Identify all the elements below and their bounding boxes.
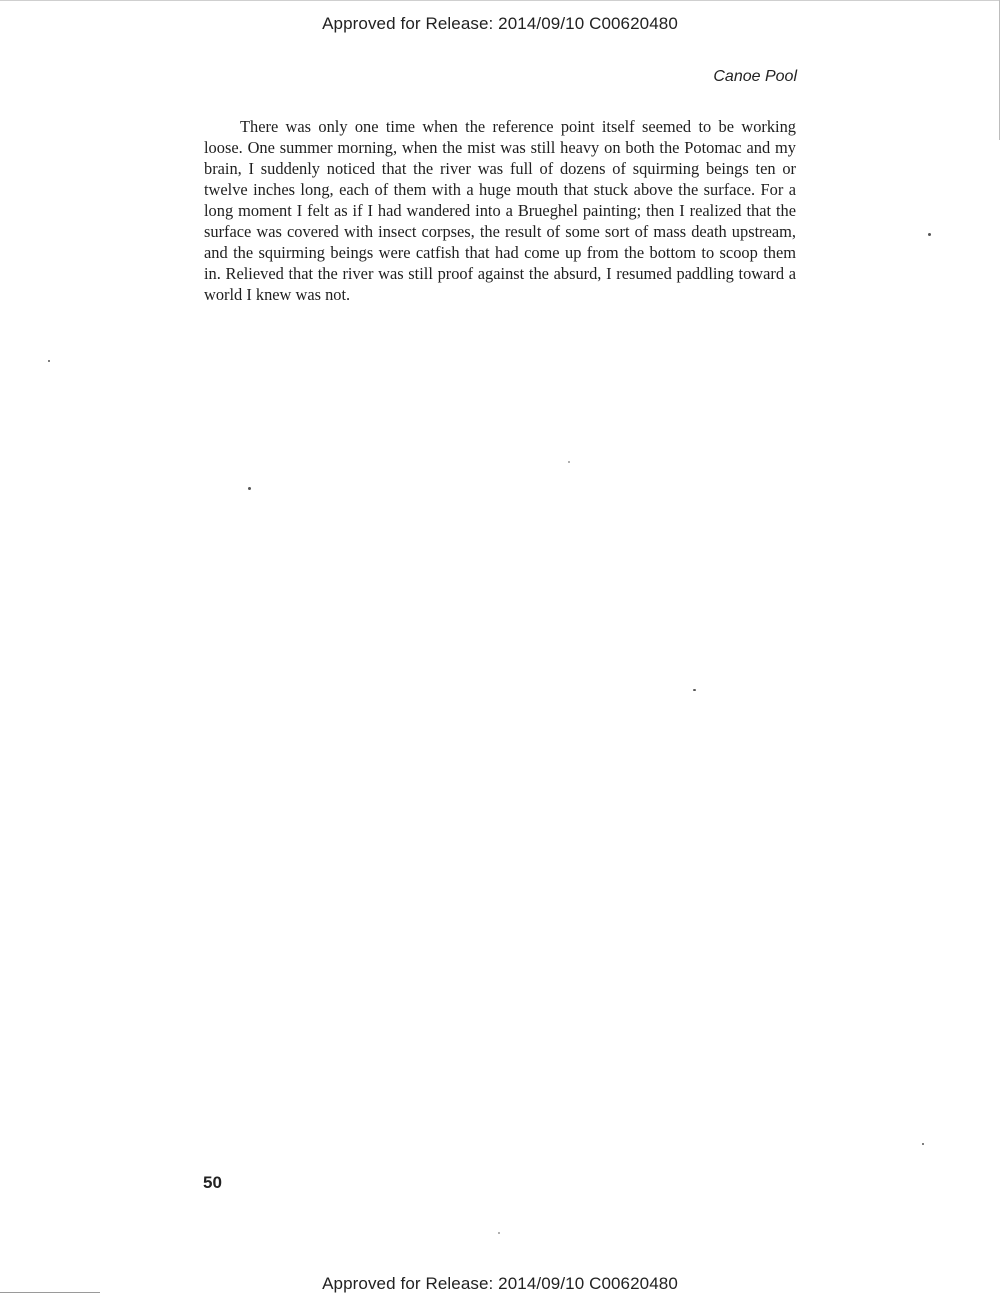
body-paragraph: There was only one time when the reference point itself seemed to be working loose. One summer morning, when the mist was still heavy on both the Potomac and my brain, I suddenly noticed that the river was full of dozens of squirming beings ten or twelve inches long, each of them with a huge mouth that stuck above the surface. For a long moment I felt as if I had wandered into a Brueghel painting; then I realized that the surface was covered with insect corpses, the result of some sort of mass death upstream, and the squirming beings were catfish that had come up from the bottom to scoop them in. Relieved that the river was still proof against the absurd, I resumed paddling toward a world I knew was not. xyxy=(204,117,796,304)
scan-edge-top xyxy=(0,0,1000,1)
scan-speck xyxy=(693,689,696,691)
running-head: Canoe Pool xyxy=(713,68,797,85)
scan-speck xyxy=(498,1232,500,1234)
scan-speck xyxy=(568,461,570,463)
scan-speck xyxy=(248,487,251,490)
page-number: 50 xyxy=(203,1173,222,1192)
release-footer: Approved for Release: 2014/09/10 C00620480 xyxy=(322,1274,678,1293)
release-header: Approved for Release: 2014/09/10 C00620480 xyxy=(322,14,678,33)
scan-speck xyxy=(928,233,931,236)
scan-speck xyxy=(922,1143,924,1145)
scan-speck xyxy=(48,360,50,362)
